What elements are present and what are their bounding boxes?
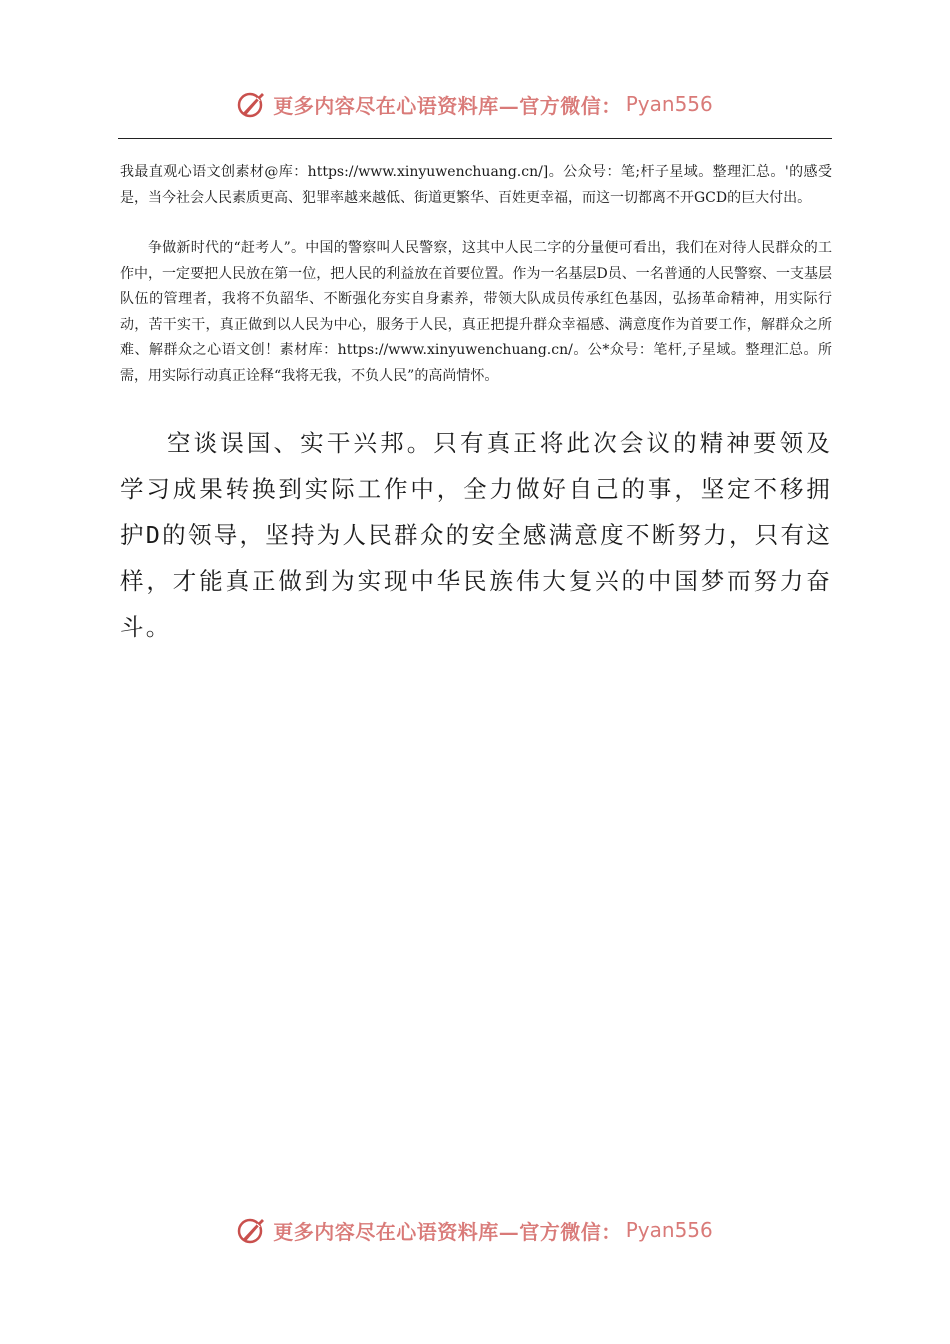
header-banner [0, 84, 950, 124]
header-wechat-id: Pyan556 [625, 92, 713, 116]
footer-banner-text: 更多内容尽在心语资料库—官方微信： [273, 1219, 622, 1244]
pen-logo-icon [237, 89, 267, 119]
body-paragraph-2: 争做新时代的“赶考人”。中国的警察叫人民警察，这其中人民二字的分量便可看出，我们在对待人民群众的工作中，一定要把人民放在第一位，把人民的利益放在首要位置。作为一名基层D员、一名普通的人民警察、一支基层队伍的管理者，我将不负韶华、不断强化夯实自身素养，带领大队成员传承红色基因，弘扬革命精神，用实际行动，苦干实干，真正做到以人民为中心，服务于人民，真正把提升群众幸福感、满意度作为首要工作，解群众之所难、解群众之心语文创！素材库：https://www.xinyuwenchuang.cn/。公*众号：笔杆,子星域。整理汇总。所需，用实际行动真正诠释“我将无我，不负人民”的高尚情怀。 [120, 240, 832, 384]
body-paragraph-1: 我最直观心语文创素材@库：https://www.xinyuwenchuang.cn/]。公众号：笔;杆子星域。整理汇总。'的感受是，当今社会人民素质更高、犯罪率越来越低、街道更繁华、百姓更幸福，而这一切都离不开GCD的巨大付出。 [120, 164, 832, 206]
footer-wechat-id: Pyan556 [625, 1218, 713, 1242]
pen-logo-icon [237, 1215, 267, 1245]
footer-banner [0, 1210, 950, 1250]
body-paragraph-3: 空谈误国、实干兴邦。只有真正将此次会议的精神要领及学习成果转换到实际工作中，全力做好自己的事，坚定不移拥护D的领导，坚持为人民群众的安全感满意度不断努力，只有这样，才能真正做到为实现中华民族伟大复兴的中国梦而努力奋斗。 [120, 429, 832, 641]
header-banner-text: 更多内容尽在心语资料库—官方微信： [273, 93, 622, 118]
header-divider [118, 138, 832, 139]
